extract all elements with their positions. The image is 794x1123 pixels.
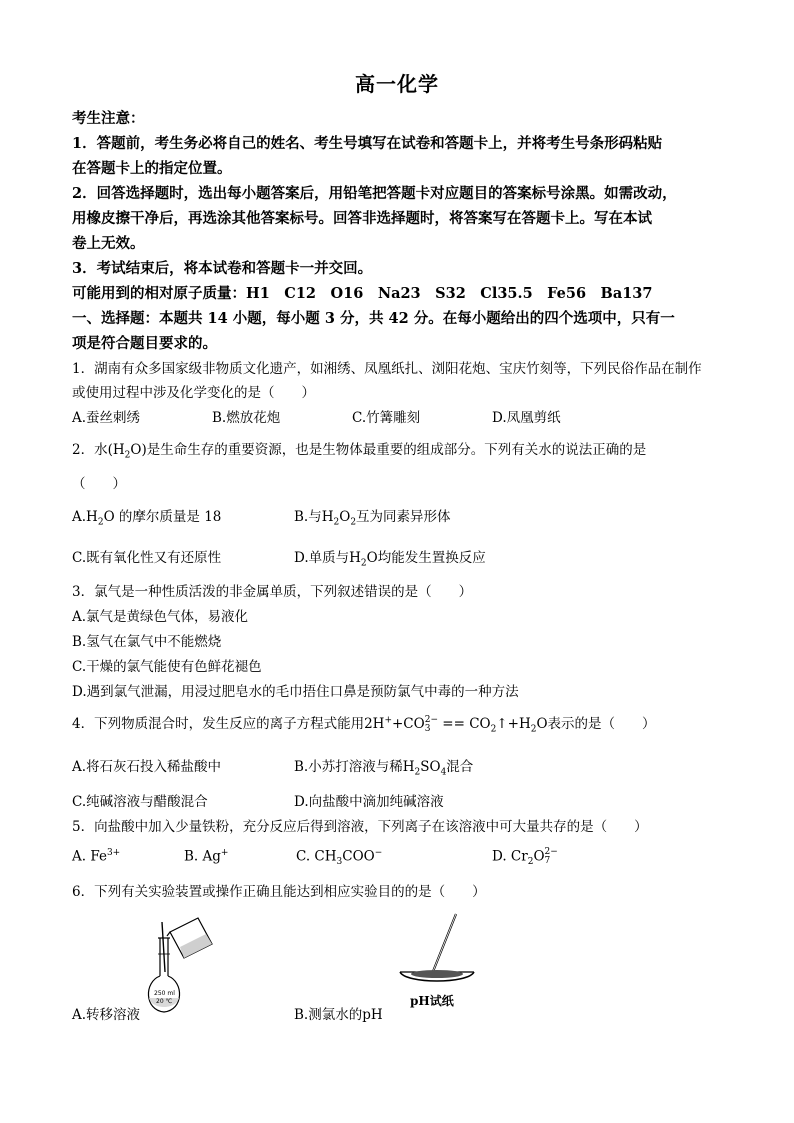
q5-option-b xyxy=(184,848,228,865)
atomic-mass-line: 可能用到的相对原子质量：H1 C12 O16 Na23 S32 Cl35.5 Fe56 Ba137 xyxy=(72,285,653,302)
flask-label-temp: 20 ℃ xyxy=(156,998,173,1005)
q5-option-a xyxy=(72,848,120,865)
q2-option-b xyxy=(294,505,451,528)
q5-option-c xyxy=(296,848,382,867)
section-heading-b: 项是符合题目要求的。 xyxy=(72,335,217,352)
q4-text-3: == CO xyxy=(442,716,491,732)
notice-item-1a: 1．答题前，考生务必将自己的姓名、考生号填写在试卷和答题卡上，并将考生号条形码粘贴 xyxy=(72,135,663,152)
q5-d-2: O xyxy=(533,848,545,865)
volumetric-flask-figure xyxy=(140,910,230,1020)
q2-text-1: 2．水 xyxy=(72,442,108,458)
q3-option-d: D.遇到氯气泄漏，用浸过肥皂水的毛巾捂住口鼻是预防氯气中毒的一种方法 xyxy=(72,684,519,700)
q2-b-sub1: 2 xyxy=(333,517,340,528)
glass-rod-icon xyxy=(162,922,165,972)
q2-text-2: 是生命生存的重要资源，也是生物体最重要的组成部分。下列有关水的说法正确的是 xyxy=(146,442,647,458)
q2-option-c: C.既有氧化性又有还原性 xyxy=(72,550,222,566)
q5-a-sup: 3+ xyxy=(106,848,121,858)
notice-item-2b: 用橡皮擦干净后，再选涂其他答案标号。回答非选择题时，将答案写在答题卡上。写在本试 xyxy=(72,210,652,227)
q2-formula-sub: 2 xyxy=(124,450,131,461)
q5-b-1: B. Ag xyxy=(184,848,221,865)
flask-label-volume: 250 ml xyxy=(154,990,175,997)
q2-stem-a xyxy=(72,438,646,461)
q5-stem: 5．向盐酸中加入少量铁粉，充分反应后得到溶液，下列离子在该溶液中可大量共存的是（ ） xyxy=(72,819,648,835)
beaker-icon xyxy=(167,918,212,958)
q4-stem xyxy=(72,712,656,735)
notice-heading: 考生注意： xyxy=(72,110,145,127)
q5-c-1: C. CH xyxy=(296,848,337,865)
q2-option-a xyxy=(72,505,221,528)
q6-option-b: B.测氯水的pH xyxy=(294,1007,383,1023)
q4-b-3: 混合 xyxy=(446,759,474,775)
q2-a-2: O 的摩尔质量是 18 xyxy=(103,509,222,525)
q5-option-d xyxy=(492,848,558,867)
q4-text-4: ↑+H xyxy=(496,716,531,732)
notice-item-1b: 在答题卡上的指定位置。 xyxy=(72,160,232,177)
q3-stem: 3．氯气是一种性质活泼的非金属单质，下列叙述错误的是（ ） xyxy=(72,584,473,600)
q4-sup-1: + xyxy=(384,715,392,726)
q4-sub-3: 3 xyxy=(424,723,431,734)
ph-test-figure xyxy=(394,910,484,1015)
q4-option-b xyxy=(294,755,473,778)
q4-sub-h2: 2 xyxy=(530,724,537,735)
q4-option-d: D.向盐酸中滴加纯碱溶液 xyxy=(294,794,444,810)
notice-item-2a: 2．回答选择题时，选出每小题答案后，用铅笔把答题卡对应题目的答案标号涂黑。如需改动， xyxy=(72,185,677,202)
q4-option-a: A.将石灰石投入稀盐酸中 xyxy=(72,759,222,775)
q3-option-a: A.氯气是黄绿色气体，易液化 xyxy=(72,609,249,625)
q4-b-sub2: 4 xyxy=(440,767,447,778)
q1-option-b: B.燃放花炮 xyxy=(212,410,281,426)
q6-option-a: A.转移溶液 xyxy=(72,1007,141,1023)
q2-b-sub2: 2 xyxy=(350,517,357,528)
q5-b-sup: + xyxy=(220,848,229,858)
q4-b-1: B.小苏打溶液与稀H xyxy=(294,759,415,775)
q5-c-2: COO xyxy=(342,848,375,865)
q1-stem-a: 1．湖南有众多国家级非物质文化遗产，如湘绣、凤凰纸扎、浏阳花炮、宝庆竹刻等，下列民俗作品在制作 xyxy=(72,361,702,377)
q5-c-sup: − xyxy=(374,848,383,858)
q4-charge: 2− xyxy=(424,714,438,725)
q5-c-sub: 3 xyxy=(336,857,343,868)
watch-glass-icon xyxy=(400,970,474,981)
q2-formula-1: (H xyxy=(107,442,125,458)
q2-d-sub: 2 xyxy=(360,558,367,569)
q3-option-c: C.干燥的氯气能使有色鲜花褪色 xyxy=(72,659,262,675)
q4-sub-2: 2 xyxy=(490,724,497,735)
q4-b-sub1: 2 xyxy=(414,767,421,778)
q2-option-d xyxy=(294,546,486,569)
q2-d-1: D.单质与H xyxy=(294,550,361,566)
q1-stem-b: 或使用过程中涉及化学变化的是（ ） xyxy=(72,385,315,401)
q2-b-3: 互为同素异形体 xyxy=(356,509,451,525)
ph-paper-label: pH试纸 xyxy=(410,994,454,1008)
q5-d-1: D. Cr xyxy=(492,848,528,865)
q2-b-1: B.与H xyxy=(294,509,334,525)
q5-a-1: A. Fe xyxy=(72,848,107,865)
q3-option-b: B.氢气在氯气中不能燃烧 xyxy=(72,634,222,650)
q2-a-1: A.H xyxy=(72,509,98,525)
q1-option-a: A.蚕丝刺绣 xyxy=(72,410,141,426)
q6-stem: 6．下列有关实验装置或操作正确且能达到相应实验目的的是（ ） xyxy=(72,884,486,900)
q2-stem-b: （ ） xyxy=(72,476,126,492)
q5-d-sub2: 7 xyxy=(544,856,551,866)
notice-item-3: 3．考试结束后，将本试卷和答题卡一并交回。 xyxy=(72,260,373,277)
q4-b-2: SO xyxy=(420,759,441,775)
q1-option-c: C.竹篝雕刻 xyxy=(352,410,421,426)
q4-text-1: 4．下列物质混合时，发生反应的离子方程式能用2H xyxy=(72,716,385,732)
q2-b-2: O xyxy=(339,509,351,525)
q4-option-c: C.纯碱溶液与醋酸混合 xyxy=(72,794,208,810)
q2-a-sub: 2 xyxy=(97,517,104,528)
q5-d-sub1: 2 xyxy=(527,857,534,868)
notice-item-2c: 卷上无效。 xyxy=(72,235,145,252)
page-title: 高一化学 xyxy=(355,72,439,96)
section-heading-a: 一、选择题：本题共 14 小题，每小题 3 分，共 42 分。在每小题给出的四个选项中，只有一 xyxy=(72,310,675,327)
q4-text-2: +CO xyxy=(392,716,425,732)
q2-d-2: O均能发生置换反应 xyxy=(366,550,486,566)
q5-d-charge: 2− xyxy=(544,847,558,857)
q1-option-d: D.凤凰剪纸 xyxy=(492,410,561,426)
q4-text-5: O表示的是（ ） xyxy=(536,716,656,732)
q2-formula-2: O) xyxy=(130,442,147,458)
